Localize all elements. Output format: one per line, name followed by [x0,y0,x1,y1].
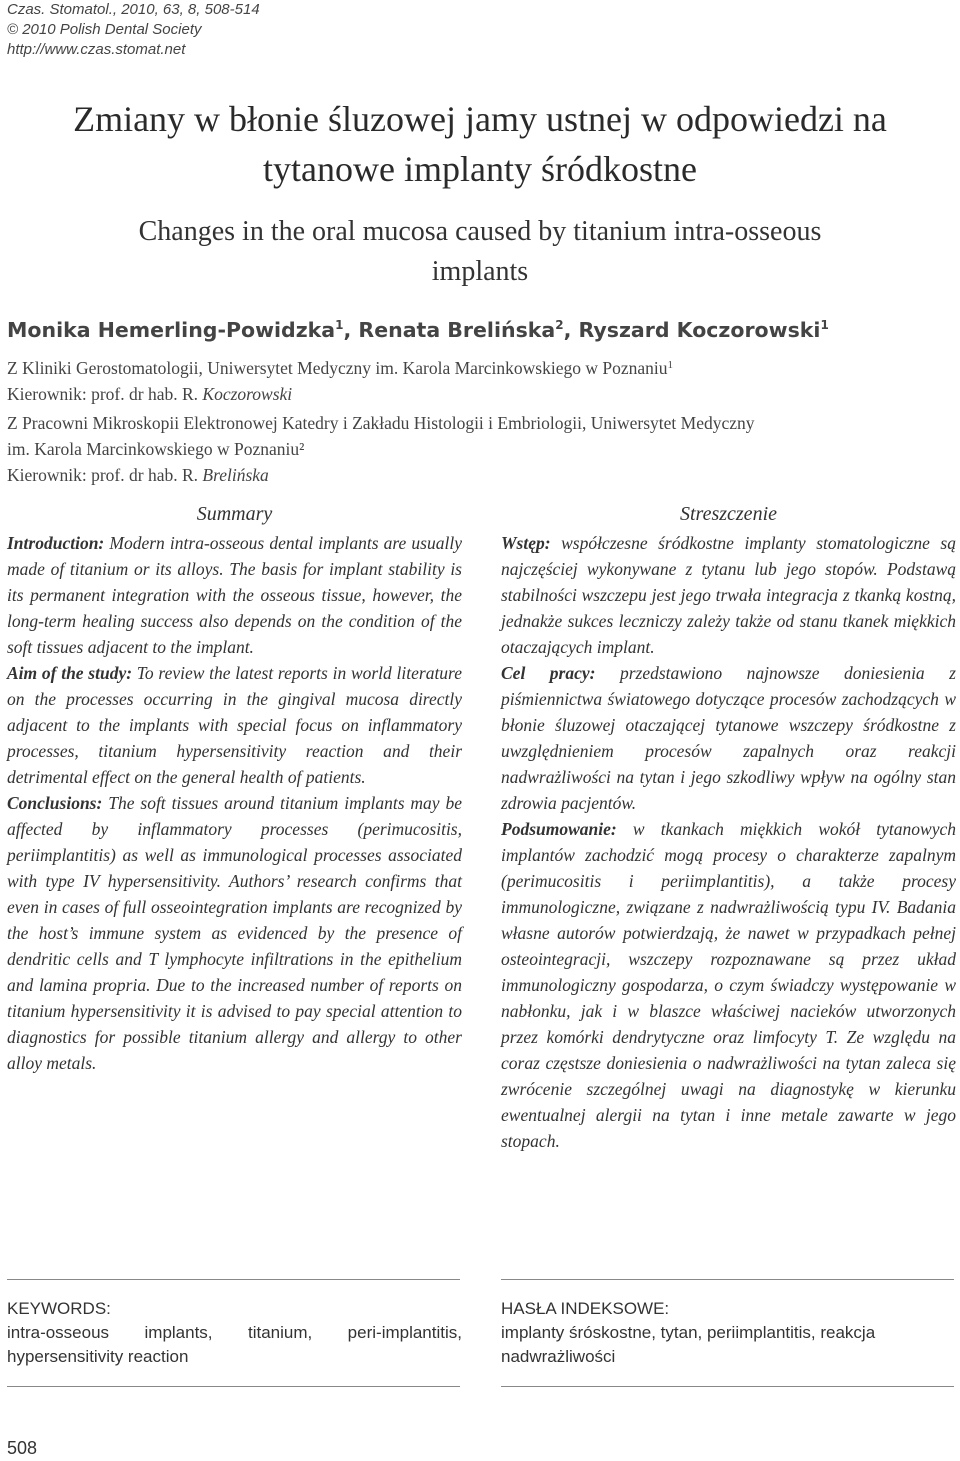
keywords-block [7,1297,462,1369]
hasla-bottom-rule [501,1386,954,1387]
keywords-top-rule [7,1279,460,1280]
affiliation-marker: 1 [335,318,344,332]
streszczenie-column [501,498,956,1154]
hasla-top-rule [501,1279,954,1280]
affiliation-1: Z Kliniki Gerostomatologii, Uniwersytet Medyczny im. Karola Marcinkowskiego w Poznaniu$^1$ Kierownik: prof. dr hab. R. Koczorowski [7,358,673,404]
summary-introduction: Introduction: Modern intra-osseous dental implants are usually made of titanium or its alloys. The basis for implant stability is its permanent integration with the osseous tissue, however, the long-term healing success also depends on the condition of the soft tissues adjacent to the implant. [7,533,462,657]
author-list [7,307,957,348]
affiliation-2: Z Pracowni Mikroskopii Elektronowej Katedry i Zakładu Histologii i Embriologii, Uniwersytet Medyczny im. Karola Marcinkowskiego w Poznaniu² Kierownik: prof. dr hab. R. Brelińska [7,413,755,485]
title-english: Changes in the oral mucosa caused by titanium intra-osseous implants [138,216,822,287]
keywords-title: KEYWORDS: [7,1299,111,1318]
summary-heading: Summary [196,503,273,525]
author-name: , Ryszard Koczorowski [563,318,821,342]
journal-citation [7,0,260,60]
streszczenie-podsumowanie: Podsumowanie: w tkankach miękkich wokół tytanowych implantów zachodzić mogą procesy o charakterze zapalnym (perimucositis i periimplantitis), a także procesy immunologiczne, związane z nadwrażliwością typu IV. Badania własne autorów potwierdzają, że nawet w przypadkach pełnej osteointegracji, wszczepy rozpoznawane są przez układ immunologiczny gospodarza, o czym świadczy występowanie w nabłonku, jak i w blaszce właściwej nacieków utworzonych przez komórki dendrytyczne oraz limfocyty T. Ze względu na coraz częstsze doniesienia o nadwrażliwości na tytan zaleca się zwrócenie szczególnej uwagi na diagnostykę w kierunku ewentualnej alergii na tytan i inne metale zawarte w jego stopach. [501,819,956,1151]
summary-conclusions: Conclusions: The soft tissues around titanium implants may be affected by inflammatory processes (perimucositis, periimplantitis) as well as immunological processes associated with type IV hypersensitivity. Authors’ research confirms that even in cases of full osseointegration implants are recognized by the host’s immune system as evidenced by the presence of dendritic cells and T lymphocyte infiltrations in the epithelium and lamina propria. Due to the increased number of reports on titanium hypersensitivity it is advised to pay special attention to diagnostics for possible titanium allergy and allergy to other alloy metals. [7,793,462,1073]
affiliation-marker: 2 [555,318,564,332]
journal-url[interactable]: http://www.czas.stomat.net [7,41,186,58]
hasla-text: implanty śróskostne, tytan, periimplantitis, reakcja nadwrażliwości [501,1323,876,1366]
hasla-title: HASŁA INDEKSOWE: [501,1299,670,1318]
author-name: Monika Hemerling-Powidzka [7,318,336,342]
citation-line: Czas. Stomatol., 2010, 63, 8, 508-514 [7,1,260,18]
author-name: , Renata Brelińska [343,318,556,342]
affiliation-marker: 1 [820,318,829,332]
keywords-text: intra-osseous implants, titanium, peri-implantitis, hypersensitivity reaction [7,1323,462,1366]
streszczenie-heading: Streszczenie [679,503,777,525]
title-polish: Zmiany w błonie śluzowej jamy ustnej w odpowiedzi na tytanowe implanty śródkostne [73,99,887,189]
streszczenie-cel: Cel pracy: przedstawiono najnowsze doniesienia z piśmiennictwa światowego dotyczące procesów zachodzących w błonie śluzowej otaczającej tytanowe wszczepy śródkostne z uwzględnieniem procesów zapalnych oraz reakcji nadwrażliwości na tytan i jego szkodliwy wpływ na ogólny stan zdrowia pacjentów. [501,663,956,813]
copyright-line: © 2010 Polish Dental Society [7,21,202,38]
hasla-block [501,1297,956,1369]
summary-aim: Aim of the study: To review the latest reports in world literature on the processes occurring in the gingival mucosa directly adjacent to the implants with special focus on inflammatory processes, titanium hypersensitivity reaction and their detrimental effect on the general health of patients. [7,663,462,787]
streszczenie-wstep: Wstęp: współczesne śródkostne implanty stomatologiczne są najczęściej wykonywane z tytanu lub jego stopów. Podstawą stabilności wszczepu jest jego trwała integracja z tkanką kostną, jednakże sukces leczniczy zależy także od stanu tkanek miękkich otaczających implant. [501,533,956,657]
keywords-bottom-rule [7,1386,460,1387]
summary-column [7,498,462,1076]
page-number: 508 [7,1438,38,1458]
